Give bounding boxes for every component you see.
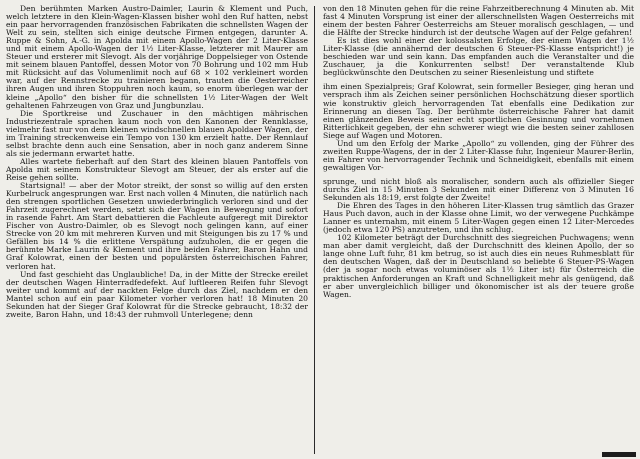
left-paragraph-1: Den berühmten Marken Austro-Daimler, Laurin & Klement und Puch, welch letztere in den Klein-Wagen-Klassen bisher wohl den Ruf hatten, nebst ein paar hervorragenden französischen Fabrikaten die schnellsten Wagen der Welt zu sein, stellten sich einige deutsche Firmen entgegen, darunter A. Ruppe & Sohn, A.-G. in Apolda mit einem Apollo-Wagen der 2 Liter-Klasse und mit einem Apollo-Wagen der 1½ Liter-Klasse, letzterer mit Maurer am Steuer und ersterer mit Slevogt. Als der vorjährige Doppelsieger von Ostende mit seinem blauen Pantoffel, dessen Motor von 70 Bohrung und 102 mm Hub mit Rücksicht auf das Volumenlimit noch auf 68 × 102 verkleinert worden war, auf der Rennstrecke zu trainieren begann, trauten die Oesterreicher ihren Augen und ihren Stoppuhren noch kaum, so enorm überlegen war der kleine „Apollo“ den bisher für die schnellsten 1½ Liter-Wagen der Welt gehaltenen Fahrzeugen von Graz und Jungbunzlau. — [6, 5, 308, 110]
left-paragraph-4: Startsignal! — aber der Motor streikt, der sonst so willig auf den ersten Kurbelruck angesprungen war. Erst nach vollen 4 Minuten, die natürlich nach den strengen sportlichen Gesetzen unwiederbringlich verloren sind und der Fahrzeit zugerechnet werden, setzt sich der Wagen in Bewegung und sofort in rasende Fahrt. Am Start debattieren die Fachleute aufgeregt mit Direktor Fischer von Austro-Daimler, ob es Slevogt noch gelingen kann, auf einer Strecke von 20 km mit mehreren Kurven und mit Steigungen bis zu 17 % und Gefällen bis 14 % die erlittene Verspätung aufzuholen, die er gegen die berühmte Marke Laurin & Klement und ihre beiden Fahrer, Baron Hahn und Graf Kolowrat, einen der besten und populärsten österreichischen Fahrer, verloren hat. — [6, 181, 308, 271]
left-paragraph-2: Die Sportkreise und Zuschauer in den mächtigen mährischen Industriezentrale sprachen kaum noch von den Kanonen der Rennklasse, vielmehr fast nur von dem kleinen windschnellen blauen Apoldaer Wagen, der im Training streckenweise ein Tempo von 130 km erzielt hatte. Der Rennlauf selbst brachte denn auch eine Sensation, aber in noch ganz anderem Sinne als sie jedermann erwartet hatte. — [6, 108, 308, 158]
right-paragraph-1: von den 18 Minuten gehen für die reine Fahrzeitberechnung 4 Minuten ab. Mit fast 4 Minuten Vorsprung ist einer der allerschnellsten Wagen Oesterreichs mit einem der besten Fahrer Oesterreichs am Steuer moralisch geschlagen, — und die Hälfte der Strecke hindurch ist der deutsche Wagen auf der Felge gefahren! — [323, 5, 634, 38]
left-paragraph-3: Alles wartete fieberhaft auf den Start des kleinen blauen Pantoffels von Apolda mit seinem Konstrukteur Slevogt am Steuer, der als erster auf die Reise gehen sollte. — [6, 156, 308, 182]
print-edge-mark — [602, 452, 636, 457]
left-column — [6, 5, 308, 457]
left-paragraph-5: Und fast geschieht das Unglaubliche! Da, in der Mitte der Strecke ereilet der deutschen Wagen Hinterradfedefekt. Auf luftleeren Reifen fuhr Slevogt weiter und kommt auf der nackten Felge durch das Ziel, nachdem er den Mantel schon auf ein paar Kilometer vorher verloren hat! 18 Minuten 20 Sekunden hat der Sieger Graf Kolowrat für die Strecke gebraucht, 18:32 der zweite, Baron Hahn, und 18:43 der ruhmvoll Unterlegene; denn — [6, 269, 308, 319]
right-paragraph-7: 102 Kilometer beträgt der Durchschnitt des siegreichen Puchwagens; wenn man aber damit vergleicht, daß der Durchschnitt des kleinen Apollo, der so lange ohne Luft fuhr, 81 km betrug, so ist auch dies ein neues Ruhmesblatt für den deutschen Wagen, daß der in Deutschland so beliebte 6 Steuer-PS-Wagen (der ja sogar noch etwas voluminöser als 1½ Liter ist) für Österreich die praktischen Anforderungen an Kraft und Schnelligkeit mehr als genügend, daß er aber unvergleichlich billiger und ökonomischer ist als der teuere große Wagen. — [323, 233, 634, 299]
right-paragraph-3: ihm einen Spezialpreis; Graf Kolowrat, sein formeller Besieger, ging heran und versprach ihm als Zeichen seiner persönlichen Hochschätzung dieser sportlich wie konstruktiv gleich hervorragenden Tat ebenfalls eine Dedikation zur Erinnerung an diesen Tag. Der berühmte österreichische Fahrer hat damit einen glänzenden Beweis seiner echt sportlichen Gesinnung und vornehmen Ritterlichkeit gegeben, der ehn schwerer wiegt wie die besten seiner zahllosen Siege auf Wagen und Motoren. — [323, 82, 634, 140]
right-paragraph-2: Es ist dies wohl einer der kolossalsten Erfolge, der einem Wagen der 1½ Liter-Klasse (die annähernd der deutschen 6 Steuer-PS-Klasse entspricht!) je beschieden war und sein kann. Das empfanden auch die Veranstalter und die Zuschauer, ja die Konkurrenten selbst! Der veranstaltende Klub beglückwünschte den Deutschen zu seiner Riesenleistung und stiftete — [323, 36, 634, 78]
right-paragraph-5: sprunge, und nicht bloß als moralischer, sondern auch als offizieller Sieger durchs Ziel in 15 Minuten 3 Sekunden mit einer Differenz von 3 Minuten 16 Sekunden als 18:19, erst folgte der Zweite! — [323, 176, 634, 203]
right-paragraph-6: Die Ehren des Tages in den höheren Liter-Klassen trug sämtlich das Grazer Haus Puch davon, auch in der Klasse ohne Limit, wo der verwegene Puchkämpe Lanner es unternahm, mit einem 5 Liter-Wagen gegen einen 12 Liter-Mercedes (jedoch etwa 120 PS) anzutreten, und ihn schlug. — [323, 201, 634, 235]
right-paragraph-4: Und um den Erfolg der Marke „Apollo“ zu vollenden, ging der Führer des zweiten Ruppe-Wagens, der in der 2 Liter-Klasse fuhr, Ingenieur Maurer-Berlin, ein Fahrer von hervorragender Technik und Schneidigkeit, ebenfalls mit einem gewaltigen Vor- — [323, 138, 634, 172]
column-divider — [314, 6, 315, 454]
right-column — [323, 5, 634, 457]
